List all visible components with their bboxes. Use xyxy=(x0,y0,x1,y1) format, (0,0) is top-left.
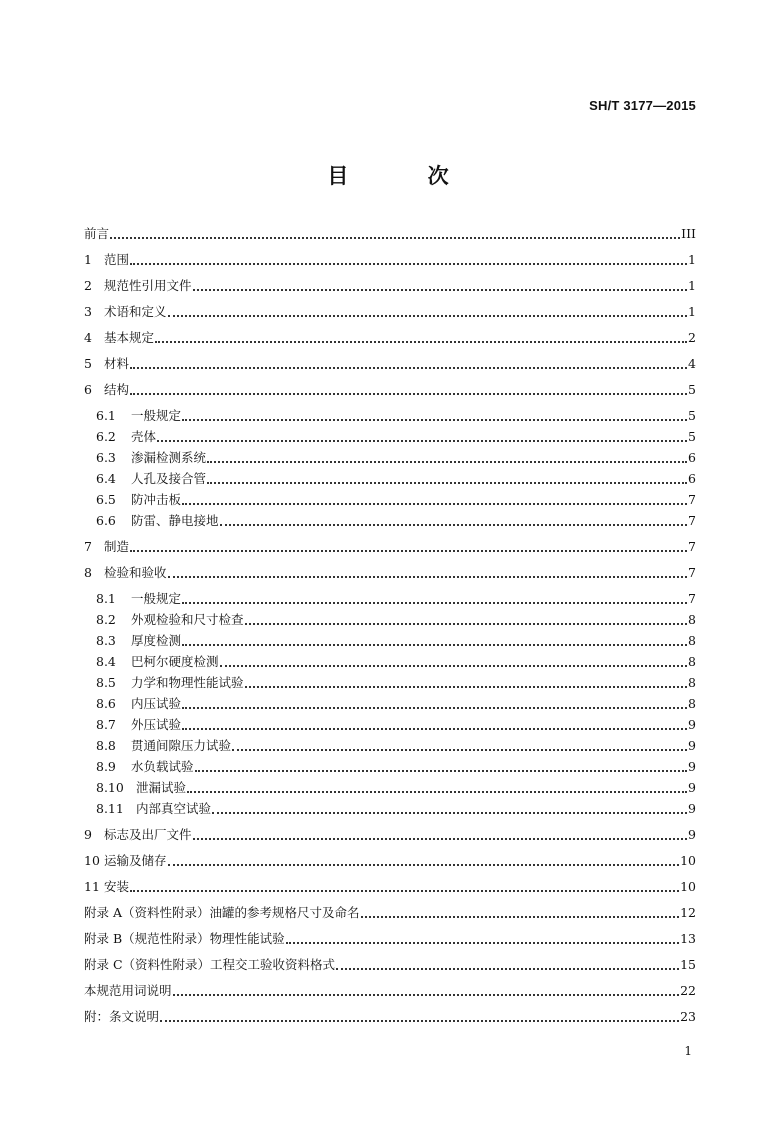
toc-entry-label: 外观检验和尺寸检查 xyxy=(131,612,244,627)
toc-entry-page: 4 xyxy=(688,356,696,371)
toc-entry-number: 8.8 xyxy=(96,738,116,753)
dot-leader xyxy=(168,864,680,866)
dot-leader xyxy=(245,686,688,688)
toc-entry-label: 材料 xyxy=(104,356,130,371)
toc-entry-number: 7 xyxy=(84,539,92,554)
toc-entry-label: 人孔及接合管 xyxy=(131,471,207,486)
toc-subentry[interactable] xyxy=(84,671,696,691)
toc-subentry[interactable] xyxy=(84,467,696,487)
toc-entry-label: 防冲击板 xyxy=(131,492,182,507)
toc-entry-page: 7 xyxy=(688,591,696,606)
toc-entry-page: 7 xyxy=(688,513,696,528)
dot-leader xyxy=(155,341,687,343)
toc-entry-number: 6 xyxy=(84,382,92,397)
toc-entry-number: 4 xyxy=(84,330,92,345)
toc-entry-label: 规范性引用文件 xyxy=(104,278,192,293)
toc-subentry[interactable] xyxy=(84,755,696,775)
toc-entry-label: 贯通间隙压力试验 xyxy=(131,738,232,753)
toc-subentry[interactable] xyxy=(84,425,696,445)
toc-entry-label: 本规范用词说明 xyxy=(84,983,172,998)
toc-subentry[interactable] xyxy=(84,446,696,466)
toc-entry-number: 8.9 xyxy=(96,759,116,774)
toc-subentry[interactable] xyxy=(84,692,696,712)
dot-leader xyxy=(157,440,687,442)
toc-entry-label: 内压试验 xyxy=(131,696,182,711)
toc-entry-number: 8.7 xyxy=(96,717,116,732)
toc-entry-label: 附录 A（资料性附录）油罐的参考规格尺寸及命名 xyxy=(84,905,360,920)
toc-subentry[interactable] xyxy=(84,488,696,508)
toc-entry[interactable] xyxy=(84,535,696,555)
toc-entry-page: 9 xyxy=(688,717,696,732)
toc-entry-number: 5 xyxy=(84,356,92,371)
toc-entry-page: 7 xyxy=(688,492,696,507)
dot-leader xyxy=(193,289,688,291)
toc-entry[interactable] xyxy=(84,300,696,320)
toc-subentry[interactable] xyxy=(84,608,696,628)
toc-entry-page: 9 xyxy=(688,780,696,795)
dot-leader xyxy=(130,263,687,265)
toc-subentry[interactable] xyxy=(84,650,696,670)
toc-entry-label: 内部真空试验 xyxy=(136,801,212,816)
toc-entry-number: 8 xyxy=(84,565,92,580)
toc-entry-label: 标志及出厂文件 xyxy=(104,827,192,842)
toc-subentry[interactable] xyxy=(84,509,696,529)
dot-leader xyxy=(168,576,688,578)
toc-entry[interactable] xyxy=(84,1005,696,1025)
toc-entry-label: 附录 B（规范性附录）物理性能试验 xyxy=(84,931,285,946)
toc-entry-label: 术语和定义 xyxy=(104,304,167,319)
toc-entry-number: 6.4 xyxy=(96,471,116,486)
toc-entry-page: 8 xyxy=(688,612,696,627)
toc-entry-page: 22 xyxy=(680,983,696,998)
toc-entry[interactable] xyxy=(84,248,696,268)
toc-entry-page: 8 xyxy=(688,675,696,690)
toc-entry-page: 6 xyxy=(688,471,696,486)
toc-subentry[interactable] xyxy=(84,404,696,424)
dot-leader xyxy=(232,749,687,751)
toc-entry[interactable] xyxy=(84,561,696,581)
dot-leader xyxy=(182,644,687,646)
toc-entry-label: 范围 xyxy=(104,252,130,267)
toc-entry[interactable] xyxy=(84,901,696,921)
dot-leader xyxy=(130,550,687,552)
dot-leader xyxy=(182,602,687,604)
toc-entry-page: 5 xyxy=(688,382,696,397)
toc-entry-label: 前言 xyxy=(84,226,110,241)
toc-subentry[interactable] xyxy=(84,776,696,796)
toc-entry-number: 11 xyxy=(84,879,100,894)
toc-entry[interactable] xyxy=(84,222,696,242)
toc-entry-number: 2 xyxy=(84,278,92,293)
toc-entry-page: 10 xyxy=(680,879,696,894)
toc-entry[interactable] xyxy=(84,875,696,895)
toc-entry-label: 巴柯尔硬度检测 xyxy=(131,654,219,669)
dot-leader xyxy=(207,461,687,463)
toc-entry-number: 6.2 xyxy=(96,429,116,444)
toc-entry-label: 一般规定 xyxy=(131,591,182,606)
toc-entry-label: 一般规定 xyxy=(131,408,182,423)
toc-entry-page: 5 xyxy=(688,429,696,444)
dot-leader xyxy=(212,812,687,814)
dot-leader xyxy=(361,916,680,918)
toc-entry-page: 9 xyxy=(688,738,696,753)
toc-subentry[interactable] xyxy=(84,629,696,649)
toc-entry-page: 12 xyxy=(680,905,696,920)
dot-leader xyxy=(173,994,680,996)
toc-entry-label: 力学和物理性能试验 xyxy=(131,675,244,690)
dot-leader xyxy=(182,707,687,709)
toc-entry-number: 10 xyxy=(84,853,100,868)
toc-entry-label: 基本规定 xyxy=(104,330,155,345)
page-number: 1 xyxy=(684,1044,692,1058)
toc-entry-page: 1 xyxy=(688,278,696,293)
toc-entry-label: 结构 xyxy=(104,382,130,397)
toc-entry-page: 8 xyxy=(688,633,696,648)
toc-entry-number: 8.6 xyxy=(96,696,116,711)
dot-leader xyxy=(286,942,679,944)
toc-entry-page: 15 xyxy=(680,957,696,972)
toc-entry[interactable] xyxy=(84,274,696,294)
dot-leader xyxy=(187,791,687,793)
dot-leader xyxy=(160,1020,679,1022)
dot-leader xyxy=(195,770,688,772)
toc-entry-number: 8.4 xyxy=(96,654,116,669)
toc-entry-page: 5 xyxy=(688,408,696,423)
toc-entry-page: 1 xyxy=(688,304,696,319)
toc-entry-number: 8.1 xyxy=(96,591,116,606)
toc-entry-page: 23 xyxy=(680,1009,696,1024)
toc-entry[interactable] xyxy=(84,352,696,372)
dot-leader xyxy=(193,838,688,840)
toc-entry[interactable] xyxy=(84,979,696,999)
dot-leader xyxy=(207,482,687,484)
toc-entry-number: 9 xyxy=(84,827,92,842)
toc-entry-number: 6.6 xyxy=(96,513,116,528)
toc-entry-label: 厚度检测 xyxy=(131,633,182,648)
toc-entry-number: 1 xyxy=(84,252,92,267)
toc-entry-label: 外压试验 xyxy=(131,717,182,732)
dot-leader xyxy=(130,393,687,395)
toc-entry-number: 8.2 xyxy=(96,612,116,627)
toc-entry-label: 检验和验收 xyxy=(104,565,167,580)
dot-leader xyxy=(182,503,687,505)
toc-entry-page: 8 xyxy=(688,654,696,669)
toc-entry-label: 附：条文说明 xyxy=(84,1009,160,1024)
toc-entry-number: 8.5 xyxy=(96,675,116,690)
toc-entry[interactable] xyxy=(84,326,696,346)
toc-entry-number: 8.11 xyxy=(96,801,124,816)
standard-number: SH/T 3177—2015 xyxy=(589,98,696,113)
toc-entry-label: 运输及储存 xyxy=(104,853,167,868)
dot-leader xyxy=(110,237,680,239)
toc-entry-page: 1 xyxy=(688,252,696,267)
toc-entry-number: 3 xyxy=(84,304,92,319)
dot-leader xyxy=(182,728,687,730)
dot-leader xyxy=(182,419,687,421)
toc-entry[interactable] xyxy=(84,823,696,843)
toc-subentry[interactable] xyxy=(84,797,696,817)
toc-entry-page: 9 xyxy=(688,759,696,774)
dot-leader xyxy=(130,367,687,369)
toc-entry-number: 6.3 xyxy=(96,450,116,465)
toc-entry[interactable] xyxy=(84,953,696,973)
dot-leader xyxy=(220,524,688,526)
toc-entry-page: 13 xyxy=(680,931,696,946)
toc-entry-label: 附录 C（资料性附录）工程交工验收资料格式 xyxy=(84,957,336,972)
toc-entry-page: 9 xyxy=(688,801,696,816)
toc-entry-label: 壳体 xyxy=(131,429,157,444)
toc-entry-number: 8.10 xyxy=(96,780,124,795)
toc-entry[interactable] xyxy=(84,378,696,398)
dot-leader xyxy=(220,665,688,667)
toc-entry-page: 6 xyxy=(688,450,696,465)
toc-entry-number: 8.3 xyxy=(96,633,116,648)
toc-entry-page: 7 xyxy=(688,565,696,580)
toc-entry-label: 水负载试验 xyxy=(131,759,194,774)
toc-subentry[interactable] xyxy=(84,734,696,754)
toc-entry-label: 渗漏检测系统 xyxy=(131,450,207,465)
toc-title: 目 次 xyxy=(327,163,485,188)
toc-entry-page: 9 xyxy=(688,827,696,842)
toc-subentry[interactable] xyxy=(84,587,696,607)
toc-subentry[interactable] xyxy=(84,713,696,733)
toc-entry-label: 泄漏试验 xyxy=(136,780,187,795)
toc-entry-number: 6.1 xyxy=(96,408,116,423)
dot-leader xyxy=(245,623,688,625)
toc-entry-label: 制造 xyxy=(104,539,130,554)
dot-leader xyxy=(130,890,679,892)
toc-entry-label: 防雷、静电接地 xyxy=(131,513,219,528)
toc-entry-page: III xyxy=(681,226,696,241)
toc-entry-page: 10 xyxy=(680,853,696,868)
toc-entry-page: 8 xyxy=(688,696,696,711)
dot-leader xyxy=(168,315,688,317)
toc-entry-page: 7 xyxy=(688,539,696,554)
toc-entry[interactable] xyxy=(84,849,696,869)
dot-leader xyxy=(336,968,679,970)
toc-entry-number: 6.5 xyxy=(96,492,116,507)
toc-entry-page: 2 xyxy=(688,330,696,345)
toc-entry[interactable] xyxy=(84,927,696,947)
toc-entry-label: 安装 xyxy=(104,879,130,894)
